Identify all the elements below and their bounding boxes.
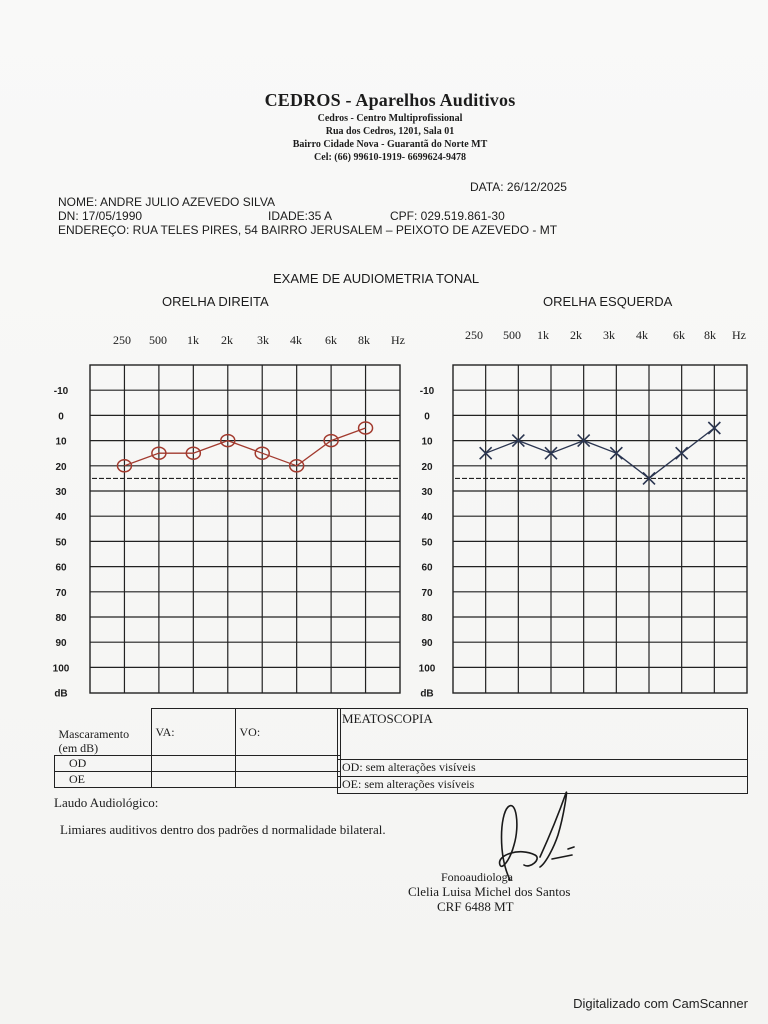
left-ear-db-label: 80 bbox=[421, 613, 433, 624]
right-ear-db-label: 40 bbox=[55, 512, 67, 524]
exam-title: EXAME DE AUDIOMETRIA TONAL bbox=[273, 271, 480, 286]
left-ear-db-label: 40 bbox=[421, 512, 433, 524]
exam-date: DATA: 26/12/2025 bbox=[470, 180, 567, 194]
left-ear-freq-label: 8k bbox=[704, 328, 716, 342]
clinic-subtitle: Cedros - Centro Multiprofissional bbox=[317, 113, 463, 124]
right-ear-freq-label: 2k bbox=[221, 333, 233, 347]
signature-crf: CRF 6488 MT bbox=[437, 899, 514, 914]
signature-name: Clelia Luisa Michel dos Santos bbox=[408, 884, 571, 899]
patient-address: ENDEREÇO: RUA TELES PIRES, 54 BAIRRO JERUSALEM – PEIXOTO DE AZEVEDO - MT bbox=[58, 223, 558, 237]
right-ear-freq-label: 6k bbox=[325, 333, 337, 347]
right-ear-db-label: 30 bbox=[55, 487, 67, 498]
meatoscopy-title: MEATOSCOPIA bbox=[342, 711, 433, 726]
patient-name: NOME: ANDRE JULIO AZEVEDO SILVA bbox=[58, 195, 275, 209]
left-ear-db-label: -10 bbox=[419, 386, 435, 398]
left-ear-db-label: 90 bbox=[421, 638, 433, 650]
left-ear-db-label: dB bbox=[420, 688, 434, 700]
signature-role: Fonoaudiologa bbox=[441, 870, 513, 884]
left-ear-db-label: 30 bbox=[421, 487, 433, 498]
left-ear-freq-label: 6k bbox=[673, 328, 685, 342]
right-ear-db-label: -10 bbox=[53, 386, 69, 398]
meatoscopy-oe: OE: sem alterações visíveis bbox=[338, 776, 747, 792]
right-ear-freq-label: 4k bbox=[290, 333, 302, 347]
right-ear-audiogram bbox=[50, 322, 420, 702]
left-ear-freq-label: 3k bbox=[603, 328, 615, 342]
right-ear-grid-frame bbox=[90, 365, 400, 693]
patient-cpf: CPF: 029.519.861-30 bbox=[390, 209, 505, 223]
left-ear-freq-label: 250 bbox=[465, 328, 483, 342]
right-ear-db-label: dB bbox=[54, 688, 68, 700]
left-ear-db-label: 0 bbox=[424, 411, 430, 423]
left-ear-db-label: 10 bbox=[421, 436, 433, 448]
masking-vo: VO: bbox=[235, 709, 340, 756]
report-label: Laudo Audiológico: bbox=[54, 795, 159, 810]
left-ear-freq-label: 4k bbox=[636, 328, 648, 342]
masking-od-va bbox=[151, 756, 235, 772]
left-ear-grid-frame bbox=[453, 365, 747, 693]
meatoscopy-od: OD: sem alterações visíveis bbox=[338, 759, 747, 775]
scanner-footer: Digitalizado com CamScanner bbox=[573, 996, 748, 1011]
clinic-district: Bairro Cidade Nova - Guarantã do Norte MT bbox=[292, 139, 488, 150]
left-ear-audiogram bbox=[412, 322, 762, 702]
left-ear-db-label: 100 bbox=[418, 663, 436, 675]
masking-oe-va bbox=[151, 772, 235, 788]
right-ear-db-label: 60 bbox=[55, 562, 67, 574]
right-ear-db-label: 20 bbox=[55, 461, 67, 473]
right-ear-db-label: 100 bbox=[52, 663, 70, 675]
right-ear-freq-label: 3k bbox=[257, 333, 269, 347]
masking-oe: OE bbox=[55, 772, 152, 788]
right-ear-freq-label: 8k bbox=[358, 333, 370, 347]
report-text: Limiares auditivos dentro dos padrões d normalidade bilateral. bbox=[60, 822, 386, 837]
left-ear-threshold-line bbox=[486, 428, 715, 478]
right-ear-freq-label: Hz bbox=[391, 333, 405, 347]
right-ear-db-label: 0 bbox=[58, 411, 64, 423]
left-ear-title: ORELHA ESQUERDA bbox=[543, 294, 673, 309]
meatoscopy-box bbox=[337, 708, 748, 794]
right-ear-db-label: 10 bbox=[55, 436, 67, 448]
left-ear-db-label: 70 bbox=[421, 587, 433, 599]
masking-oe-vo bbox=[235, 772, 340, 788]
masking-od-vo bbox=[235, 756, 340, 772]
left-ear-freq-label: Hz bbox=[732, 328, 746, 342]
left-ear-db-label: 50 bbox=[421, 537, 433, 549]
right-ear-title: ORELHA DIREITA bbox=[162, 294, 269, 309]
patient-age: IDADE:35 A bbox=[268, 209, 333, 223]
masking-od: OD bbox=[55, 756, 152, 772]
right-ear-freq-label: 250 bbox=[113, 333, 131, 347]
left-ear-freq-label: 2k bbox=[570, 328, 582, 342]
left-ear-freq-label: 500 bbox=[503, 328, 521, 342]
right-ear-freq-label: 500 bbox=[149, 333, 167, 347]
clinic-phone: Cel: (66) 99610-1919- 6699624-9478 bbox=[314, 152, 466, 163]
right-ear-db-label: 80 bbox=[55, 613, 67, 624]
right-ear-db-label: 50 bbox=[55, 537, 67, 549]
right-ear-db-label: 90 bbox=[55, 638, 67, 650]
clinic-title: CEDROS - Aparelhos Auditivos bbox=[264, 90, 516, 110]
clinic-street: Rua dos Cedros, 1201, Sala 01 bbox=[325, 126, 455, 137]
right-ear-db-label: 70 bbox=[55, 587, 67, 599]
right-ear-freq-label: 1k bbox=[187, 333, 199, 347]
left-ear-db-label: 20 bbox=[421, 461, 433, 473]
masking-label: Mascaramento (em dB) bbox=[58, 727, 130, 755]
masking-table bbox=[54, 708, 341, 788]
left-ear-freq-label: 1k bbox=[537, 328, 549, 342]
left-ear-db-label: 60 bbox=[421, 562, 433, 574]
masking-va: VA: bbox=[151, 709, 235, 756]
patient-birthdate: DN: 17/05/1990 bbox=[58, 209, 143, 223]
